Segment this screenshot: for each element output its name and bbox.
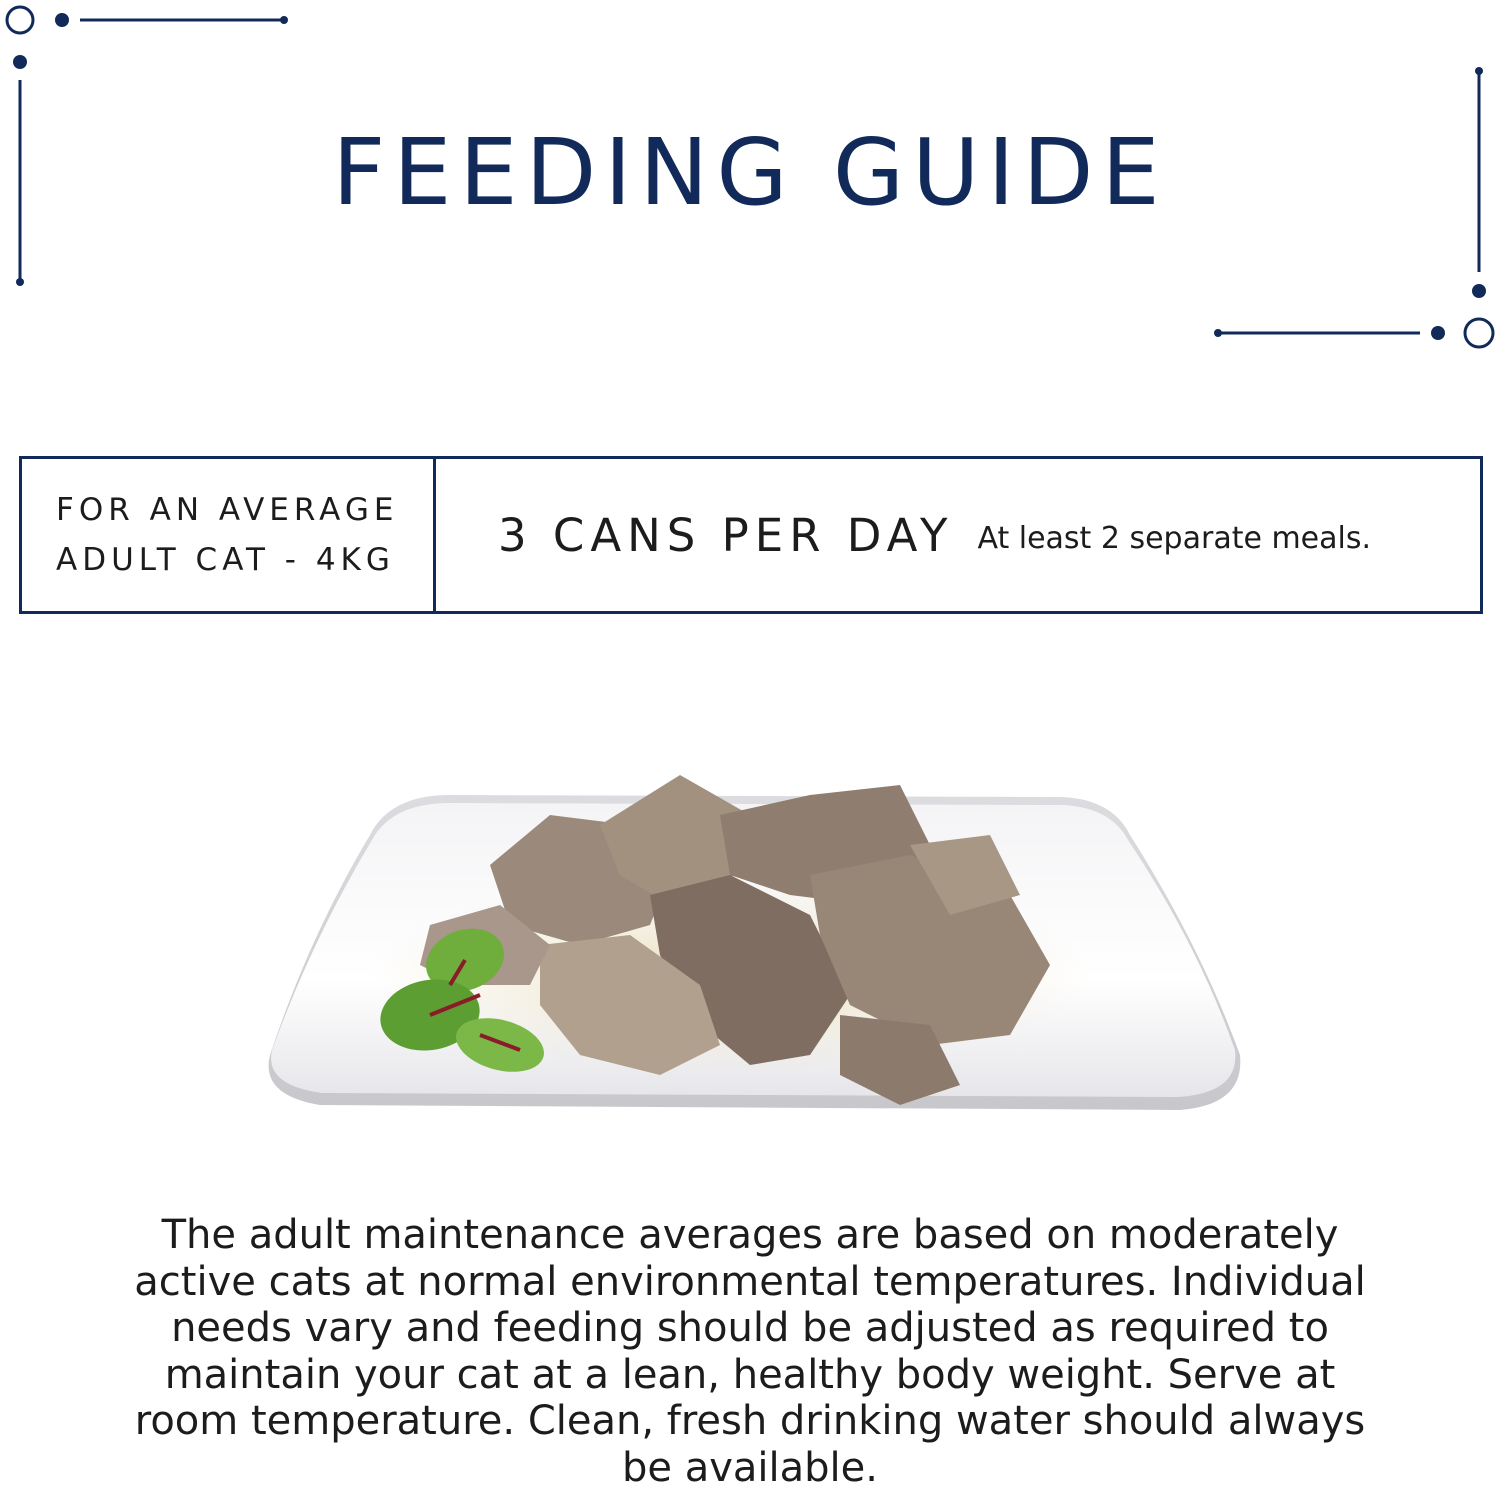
plate-image (250, 755, 1250, 1155)
page-title: FEEDING GUIDE (332, 119, 1168, 226)
feeding-description: The adult maintenance averages are based on moderately active cats at normal environmental temperatures. Individual needs vary and feeding should be adjusted as required to maintain your cat at a lean, healthy body weight. Serve at room temperature. Clean, fresh drinking water should always be available. (134, 1212, 1366, 1491)
cat-profile-line-2: ADULT CAT - 4KG (56, 542, 395, 578)
cans-per-day: 3 CANS PER DAY (498, 508, 954, 562)
dot-icon (13, 55, 27, 69)
feeding-guide-table (19, 456, 1483, 614)
ring-icon (1465, 319, 1493, 347)
cat-profile-cell (22, 459, 436, 611)
dot-icon (1431, 326, 1445, 340)
ring-icon (7, 7, 33, 33)
dot-icon (16, 278, 24, 286)
cat-profile-line-1: FOR AN AVERAGE (56, 492, 399, 528)
feeding-amount-cell (436, 459, 1480, 611)
dot-icon (1472, 284, 1486, 298)
meals-note: At least 2 separate meals. (977, 520, 1372, 556)
dot-icon (55, 13, 69, 27)
dot-icon (280, 16, 288, 24)
